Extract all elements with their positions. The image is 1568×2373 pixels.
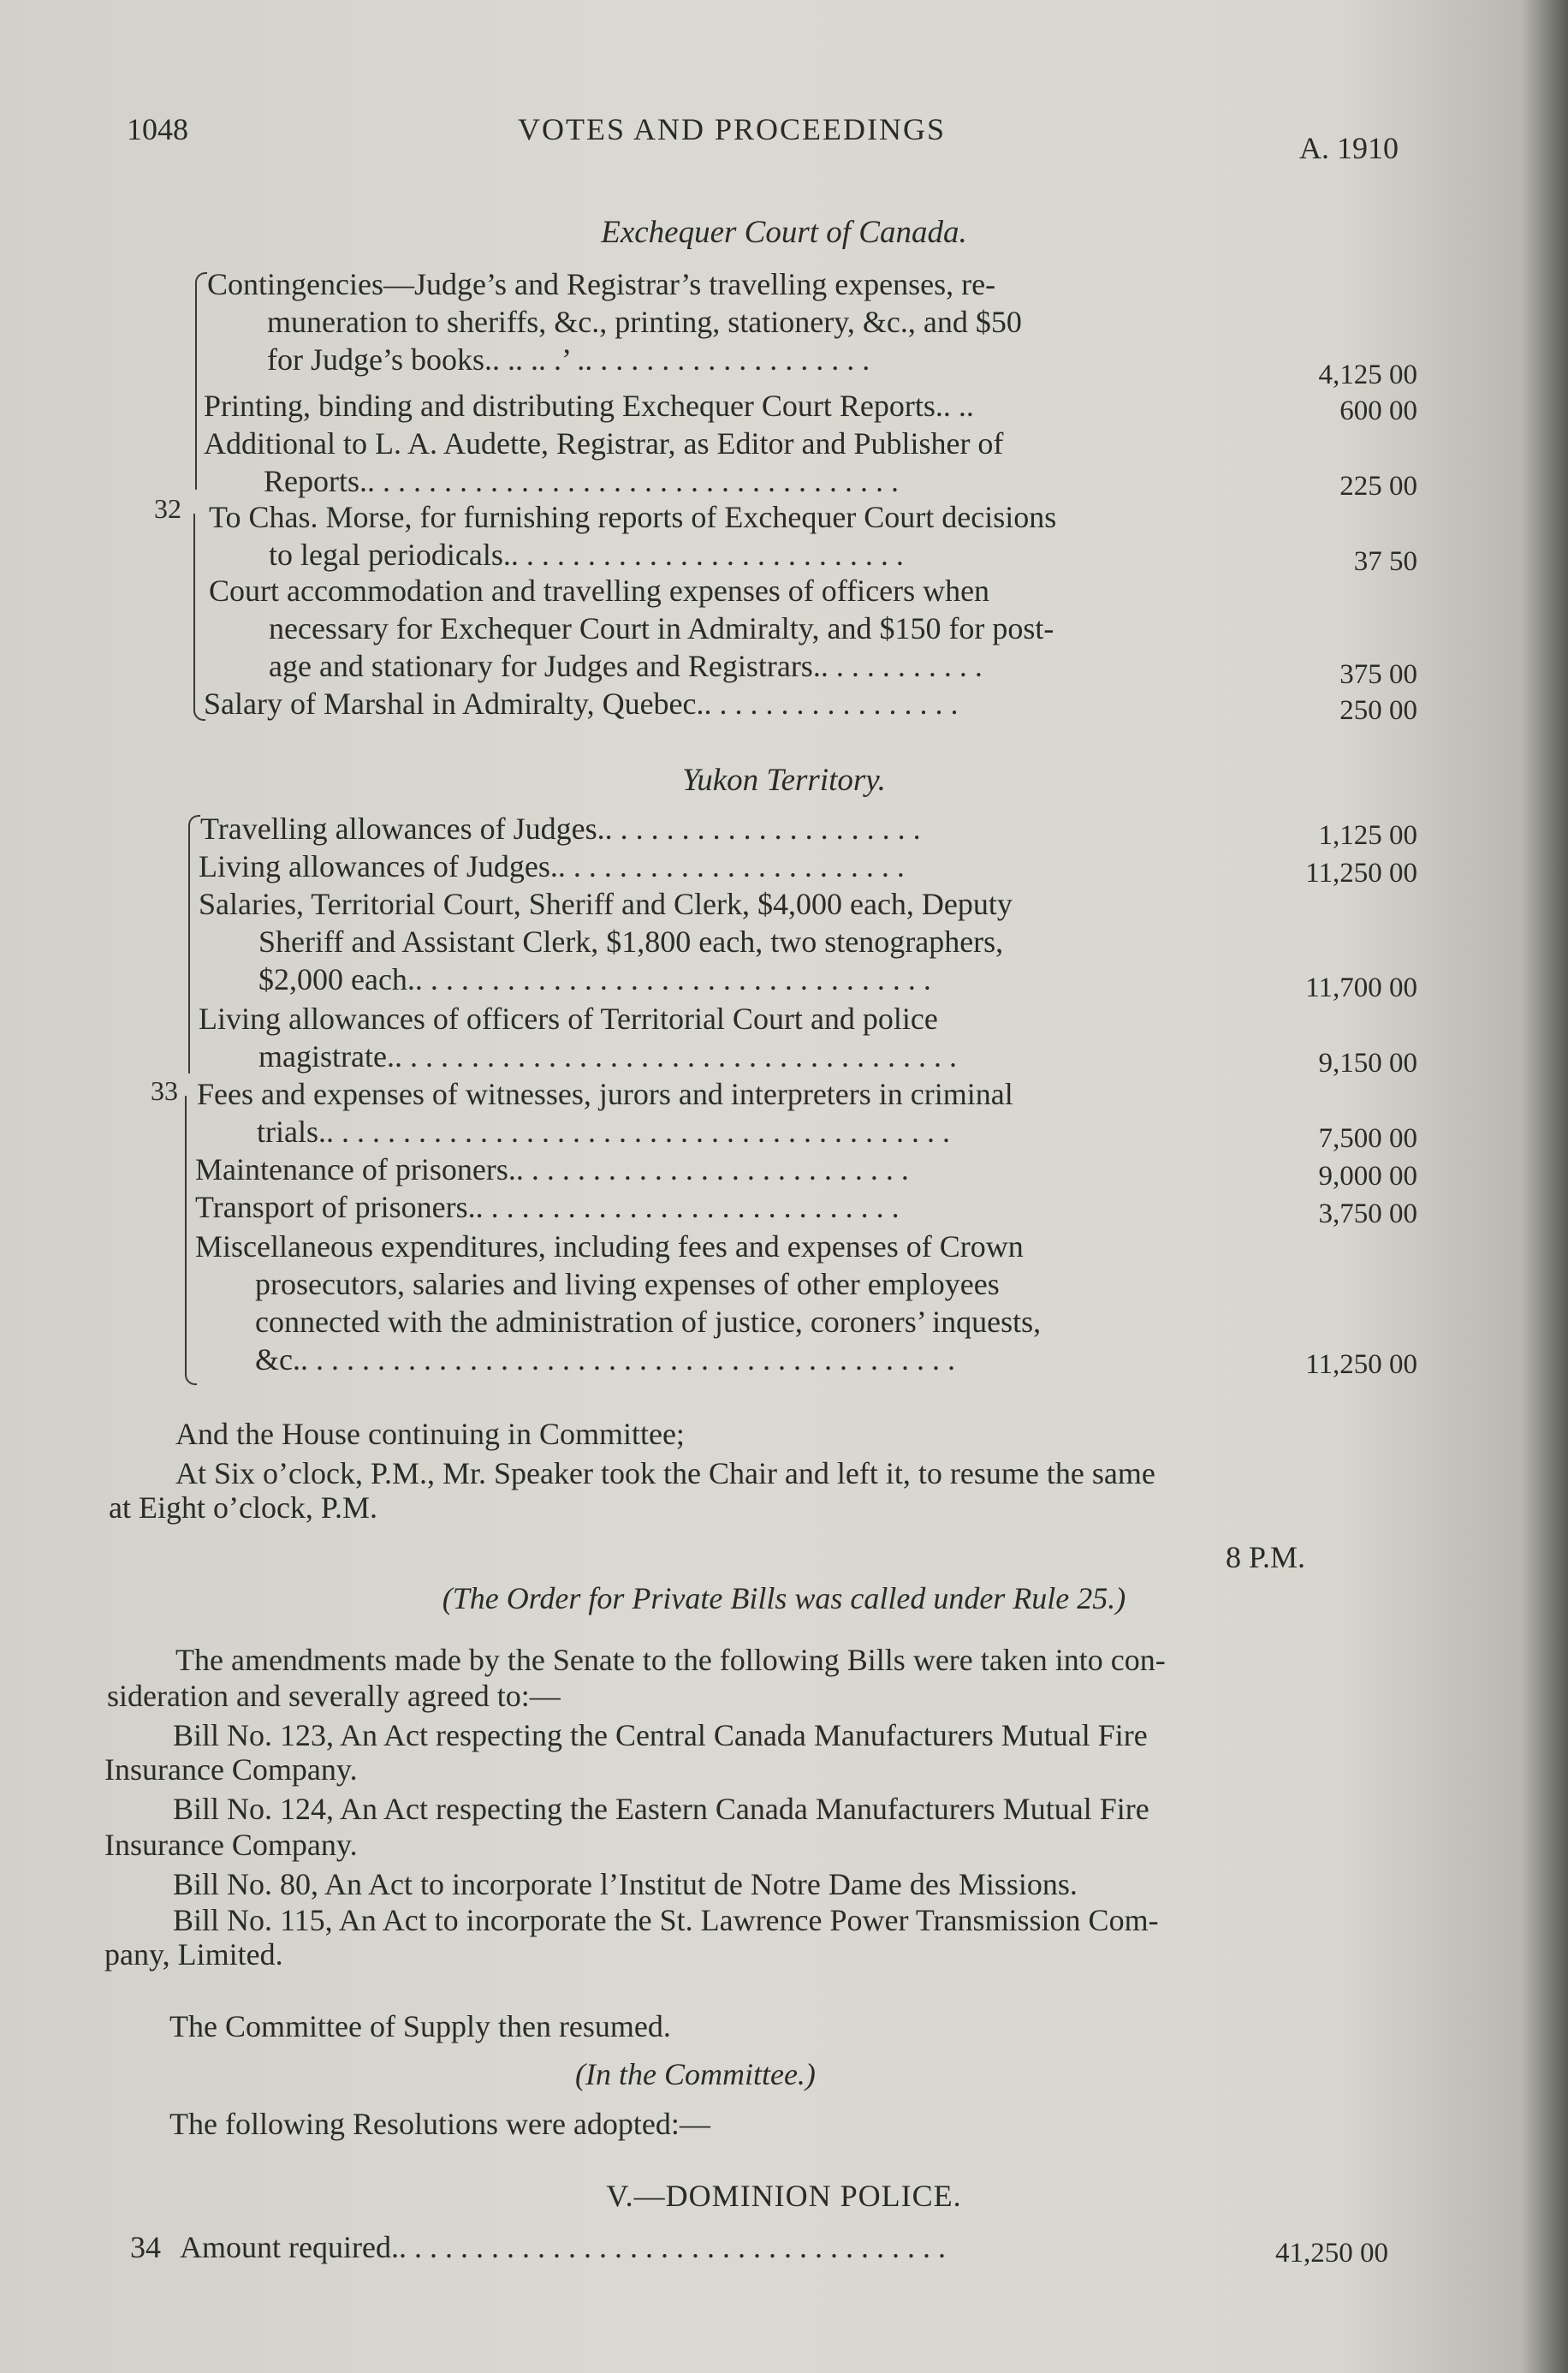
bill-115: Bill No. 115, An Act to incorporate the St. Lawrence Power Transmission Com-	[173, 1903, 1159, 1937]
yukon-item: Miscellaneous expenditures, including fees and expenses of Crown prosecutors, salaries and living expenses of other employees connected with the administration of justice, coroners’ inquests, &c.. . . . . . . . . . . . . . . . . . . . . . . . . . . . . . . . . . . . . . . . . . .	[195, 1229, 1042, 1377]
exchequer-amount: 4,125 00	[1318, 360, 1417, 390]
yukon-amount: 11,250 00	[1305, 1349, 1417, 1380]
exchequer-amount: 250 00	[1339, 695, 1417, 726]
yukon-amount: 3,750 00	[1318, 1198, 1417, 1229]
amendments-line: sideration and severally agreed to:—	[107, 1679, 561, 1713]
yukon-amount: 7,500 00	[1318, 1123, 1417, 1154]
yukon-item: Travelling allowances of Judges.. . . . . . . . . . . . . . . . . . . . .	[200, 812, 921, 846]
running-title: VOTES AND PROCEEDINGS	[518, 112, 947, 146]
yukon-amount: 9,000 00	[1318, 1161, 1417, 1192]
yukon-amount: 11,250 00	[1305, 858, 1417, 889]
exchequer-item: Additional to L. A. Audette, Registrar, as Editor and Publisher of Reports.. . . . . . . . . . . . . . . . . . . . . . . . . . . . . . . . . . .	[204, 426, 1004, 498]
in-committee: (In the Committee.)	[575, 2057, 816, 2091]
yukon-heading: Yukon Territory.	[682, 763, 886, 798]
exchequer-heading: Exchequer Court of Canada.	[601, 215, 967, 250]
exchequer-amount: 375 00	[1339, 659, 1417, 690]
yukon-amount: 9,150 00	[1318, 1048, 1417, 1079]
exchequer-amount: 37 50	[1353, 546, 1417, 577]
vote-number-33: 33	[151, 1075, 178, 1106]
supply-line: The Committee of Supply then resumed.	[169, 2009, 671, 2043]
amendments-line: The amendments made by the Senate to the following Bills were taken into con-	[175, 1643, 1166, 1677]
exchequer-item: Court accommodation and travelling expenses of officers when necessary for Exchequer Court in Admiralty, and $150 for post- age and stationary for Judges and Registrars.. . . . . . . . . . .	[209, 574, 1054, 683]
time-marker: 8 P.M.	[1226, 1540, 1306, 1574]
yukon-item: Fees and expenses of witnesses, jurors and interpreters in criminal trials.. . . . . . . . . . . . . . . . . . . . . . . . . . . . . . . . . . . . . . . . .	[197, 1077, 1013, 1149]
yukon-item: Salaries, Territorial Court, Sheriff and Clerk, $4,000 each, Deputy Sheriff and Assistant Clerk, $1,800 each, two stenographers, $2,000 each.. . . . . . . . . . . . . . . . . . . . . . . . . . . . . . . . . .	[199, 887, 1013, 996]
exchequer-amount: 225 00	[1339, 471, 1417, 502]
committee-line: And the House continuing in Committee;	[175, 1417, 685, 1451]
order-note: (The Order for Private Bills was called under Rule 25.)	[442, 1581, 1126, 1615]
yukon-item: Living allowances of Judges.. . . . . . . . . . . . . . . . . . . . . . .	[199, 849, 905, 883]
page-number: 1048	[127, 112, 188, 146]
yukon-amount: 1,125 00	[1318, 820, 1417, 851]
exchequer-item: Contingencies—Judge’s and Registrar’s travelling expenses, re- muneration to sheriffs, &c., printing, stationery, &c., and $50 for Judge’s books.. .. .. .’ .. . . . . . . . . . . . . . . . . . .	[207, 267, 1022, 377]
vote-number-34: 34	[130, 2230, 161, 2264]
session-year: A. 1910	[1299, 131, 1399, 165]
vote-number-32: 32	[154, 493, 181, 524]
bill-80: Bill No. 80, An Act to incorporate l’Institut de Notre Dame des Missions.	[173, 1867, 1078, 1901]
exchequer-amount: 600 00	[1339, 396, 1417, 426]
bill-124: Bill No. 124, An Act respecting the Eastern Canada Manufacturers Mutual Fire	[173, 1792, 1149, 1826]
amount-required-line: Amount required.. . . . . . . . . . . . . . . . . . . . . . . . . . . . . . . . . . . .	[180, 2230, 946, 2264]
exchequer-item: Salary of Marshal in Admiralty, Quebec.. . . . . . . . . . . . . . . . .	[204, 687, 959, 721]
resolutions-line: The following Resolutions were adopted:—	[169, 2107, 710, 2141]
bill-124: Insurance Company.	[104, 1828, 358, 1862]
six-oclock-line: at Eight o’clock, P.M.	[109, 1490, 377, 1525]
bill-123: Insurance Company.	[104, 1752, 358, 1787]
six-oclock-line: At Six o’clock, P.M., Mr. Speaker took the Chair and left it, to resume the same	[175, 1456, 1155, 1490]
yukon-item: Living allowances of officers of Territorial Court and police magistrate.. . . . . . . . . . . . . . . . . . . . . . . . . . . . . . . . . . . . .	[199, 1002, 957, 1074]
yukon-item: Maintenance of prisoners.. . . . . . . . . . . . . . . . . . . . . . . . . .	[195, 1152, 909, 1186]
exchequer-item: Printing, binding and distributing Exchequer Court Reports.. ..	[204, 389, 974, 423]
yukon-item: Transport of prisoners.. . . . . . . . . . . . . . . . . . . . . . . . . . . .	[195, 1190, 900, 1224]
bill-123: Bill No. 123, An Act respecting the Central Canada Manufacturers Mutual Fire	[173, 1718, 1148, 1752]
dominion-police-heading: V.—DOMINION POLICE.	[606, 2179, 962, 2213]
bill-115: pany, Limited.	[104, 1937, 283, 1972]
dominion-police-amount: 41,250 00	[1275, 2238, 1388, 2269]
exchequer-item: To Chas. Morse, for furnishing reports of Exchequer Court decisions to legal periodicals.. . . . . . . . . . . . . . . . . . . . . . . . . .	[209, 500, 1057, 572]
yukon-amount: 11,700 00	[1305, 972, 1417, 1003]
